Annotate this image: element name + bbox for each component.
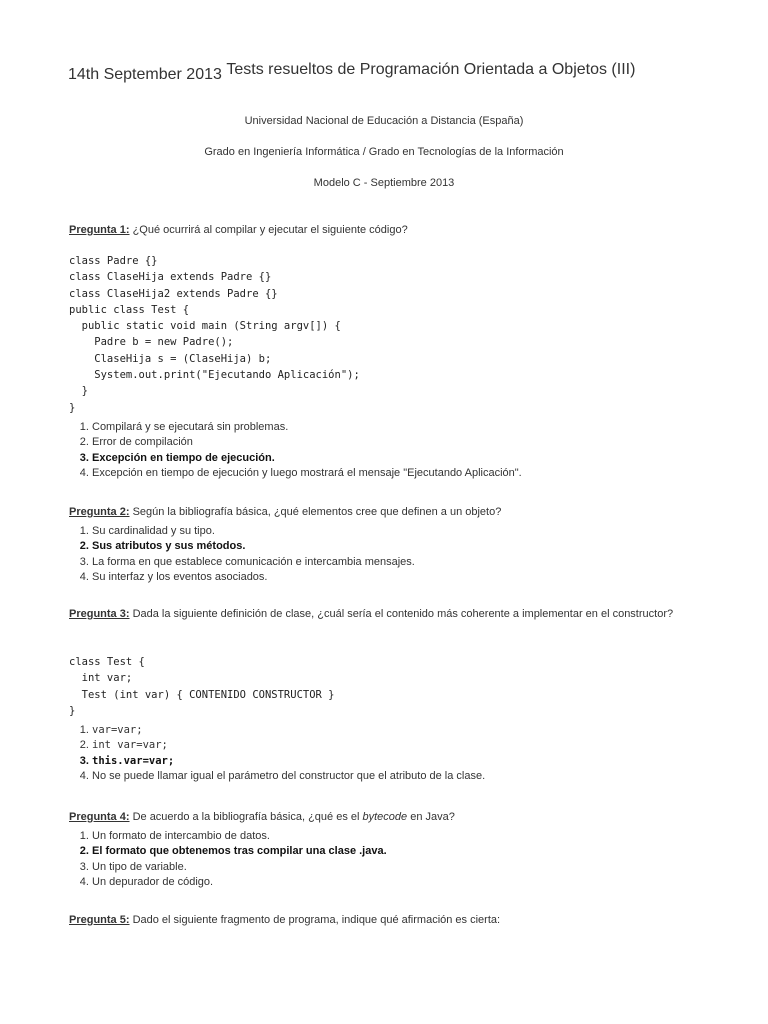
option-code: int var=var; (92, 739, 168, 752)
option: 2. Error de compilación (92, 435, 522, 450)
question-3 (69, 606, 695, 622)
question-4-emphasis: bytecode (362, 811, 408, 823)
document-title: Tests resueltos de Programación Orientada a Objetos (III) (226, 61, 636, 78)
question-1-options (69, 420, 522, 481)
question-4-options (69, 829, 387, 890)
question-5-label: Pregunta 5: (69, 914, 130, 926)
correct-option: 2. Sus atributos y sus métodos. (92, 539, 415, 554)
option (92, 738, 485, 753)
question-5 (69, 912, 695, 928)
option: 1. Un formato de intercambio de datos. (92, 829, 387, 844)
question-2-text: Según la bibliografía básica, ¿qué elementos cree que definen a un objeto? (129, 506, 502, 518)
option: 4. No se puede llamar igual el parámetro del constructor que el atributo de la clase. (92, 769, 485, 784)
question-1-label: Pregunta 1: (69, 224, 130, 236)
document-header (68, 61, 748, 84)
option: 4. Un depurador de código. (92, 875, 387, 890)
correct-option (92, 754, 485, 769)
option: 1. Su cardinalidad y su tipo. (92, 524, 415, 539)
question-4-text-before: De acuerdo a la bibliografía básica, ¿qué es el (129, 811, 363, 823)
exam-model-line: Modelo C - Septiembre 2013 (313, 177, 455, 189)
question-2-options (69, 524, 415, 585)
option-code: this.var=var; (92, 754, 175, 767)
question-3-text: Dada la siguiente definición de clase, ¿cuál sería el contenido más coherente a implementar en el constructor? (129, 608, 674, 620)
question-3-code: class Test { int var; Test (int var) { CONTENIDO CONSTRUCTOR } } (69, 656, 335, 717)
question-2 (69, 504, 695, 520)
correct-option: 2. El formato que obtenemos tras compilar una clase .java. (92, 844, 387, 859)
option: 4. Excepción en tiempo de ejecución y luego mostrará el mensaje "Ejecutando Aplicación". (92, 466, 522, 481)
question-1 (69, 222, 695, 238)
question-4-label: Pregunta 4: (69, 811, 130, 823)
question-4-text-after: en Java? (407, 811, 455, 823)
document-date: 14th September 2013 (68, 66, 222, 83)
correct-option: 3. Excepción en tiempo de ejecución. (92, 451, 522, 466)
question-5-text: Dado el siguiente fragmento de programa, indique qué afirmación es cierta: (129, 914, 501, 926)
option-code: var=var; (92, 724, 143, 736)
question-3-options (69, 723, 485, 784)
option (92, 723, 485, 738)
question-3-label: Pregunta 3: (69, 608, 130, 620)
question-1-text: ¿Qué ocurrirá al compilar y ejecutar el siguiente código? (129, 224, 408, 236)
question-1-code: class Padre {} class ClaseHija extends Padre {} class ClaseHija2 extends Padre {} public class Test { public static void main (String argv[]) { Padre b = new Padre(); ClaseHija s = (ClaseHija) b; System.out.print("Ejecutando Aplicación"); } } (69, 255, 360, 414)
option: 3. Un tipo de variable. (92, 860, 387, 875)
question-2-label: Pregunta 2: (69, 506, 130, 518)
option: 3. La forma en que establece comunicación e intercambia mensajes. (92, 555, 415, 570)
university-line: Universidad Nacional de Educación a Distancia (España) (244, 115, 524, 127)
option: 1. Compilará y se ejecutará sin problemas. (92, 420, 522, 435)
question-4 (69, 809, 695, 825)
degree-line: Grado en Ingeniería Informática / Grado en Tecnologías de la Información (204, 146, 564, 158)
option: 4. Su interfaz y los eventos asociados. (92, 570, 415, 585)
